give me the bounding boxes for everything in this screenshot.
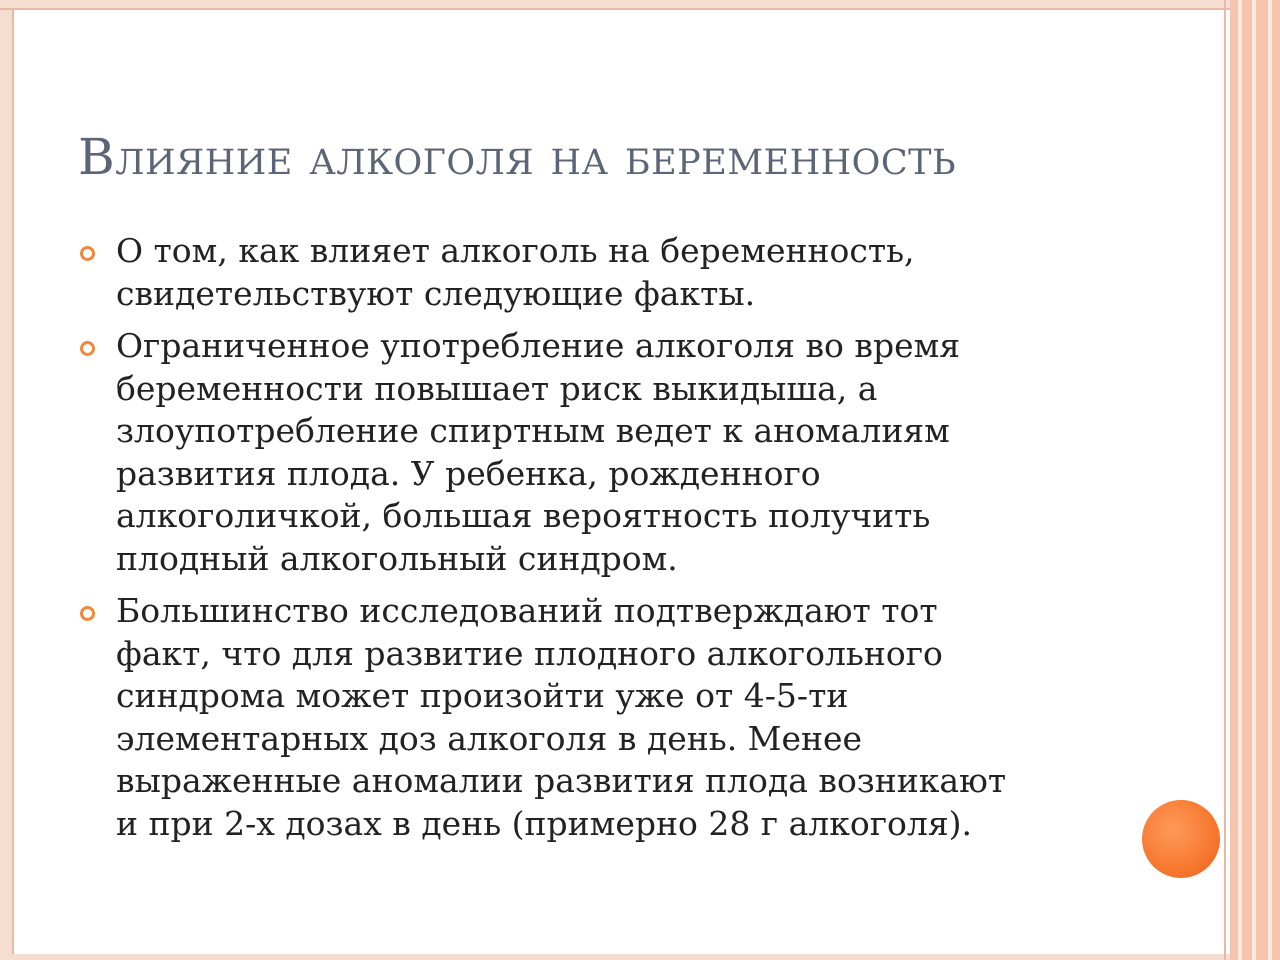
band-stripe — [1238, 0, 1242, 960]
frame-inner-right-line — [1224, 0, 1226, 960]
right-decorative-band — [1230, 0, 1280, 960]
band-stripe — [1252, 0, 1256, 960]
bullet-item — [78, 325, 1098, 580]
bullet-text — [116, 230, 1098, 315]
bullet-line: злоупотребление спиртным ведет к аномалиям — [116, 411, 950, 450]
frame-left-border — [0, 0, 12, 960]
bullet-line: элементарных доз алкоголя в день. Менее — [116, 718, 863, 758]
bullet-text — [116, 590, 1098, 845]
frame-bottom-border — [0, 954, 1230, 960]
bullet-line: факт, что для развитие плодного алкогольного — [116, 633, 943, 673]
bullet-list — [78, 230, 1098, 855]
bullet-line: выраженные аномалии развития плода возникают — [116, 761, 1007, 800]
bullet-text — [116, 325, 1098, 580]
bullet-line: О том, как влияет алкоголь на беременность, — [116, 231, 915, 270]
band-stripe — [1268, 0, 1272, 960]
bullet-item — [78, 230, 1098, 315]
bullet-line: и при 2-х дозах в день (примерно 28 г алкоголя). — [116, 803, 973, 843]
bullet-line: Большинство исследований подтверждают тот — [116, 591, 938, 630]
orange-circle-icon — [1142, 800, 1220, 878]
circle-bullet-icon — [80, 341, 95, 356]
bullet-line: Ограниченное употребление алкоголя во время — [116, 326, 961, 365]
frame-top-line — [0, 8, 1230, 10]
circle-bullet-icon — [80, 246, 95, 261]
frame-left-line — [12, 0, 14, 960]
bullet-line: беременности повышает риск выкидыша, а — [116, 368, 878, 408]
bullet-line: развития плода. У ребенка, рожденного — [116, 453, 821, 493]
slide-title: Влияние алкоголя на беременность — [78, 128, 957, 186]
bullet-line: алкоголичкой, большая вероятность получить — [116, 496, 931, 535]
frame-top-border — [0, 0, 1230, 8]
bullet-line: плодный алкогольный синдром. — [116, 538, 678, 578]
circle-bullet-icon — [80, 606, 95, 621]
bullet-line: синдрома может произойти уже от 4-5-ти — [116, 676, 849, 715]
bullet-line: свидетельствуют следующие факты. — [116, 273, 756, 313]
bullet-item — [78, 590, 1098, 845]
